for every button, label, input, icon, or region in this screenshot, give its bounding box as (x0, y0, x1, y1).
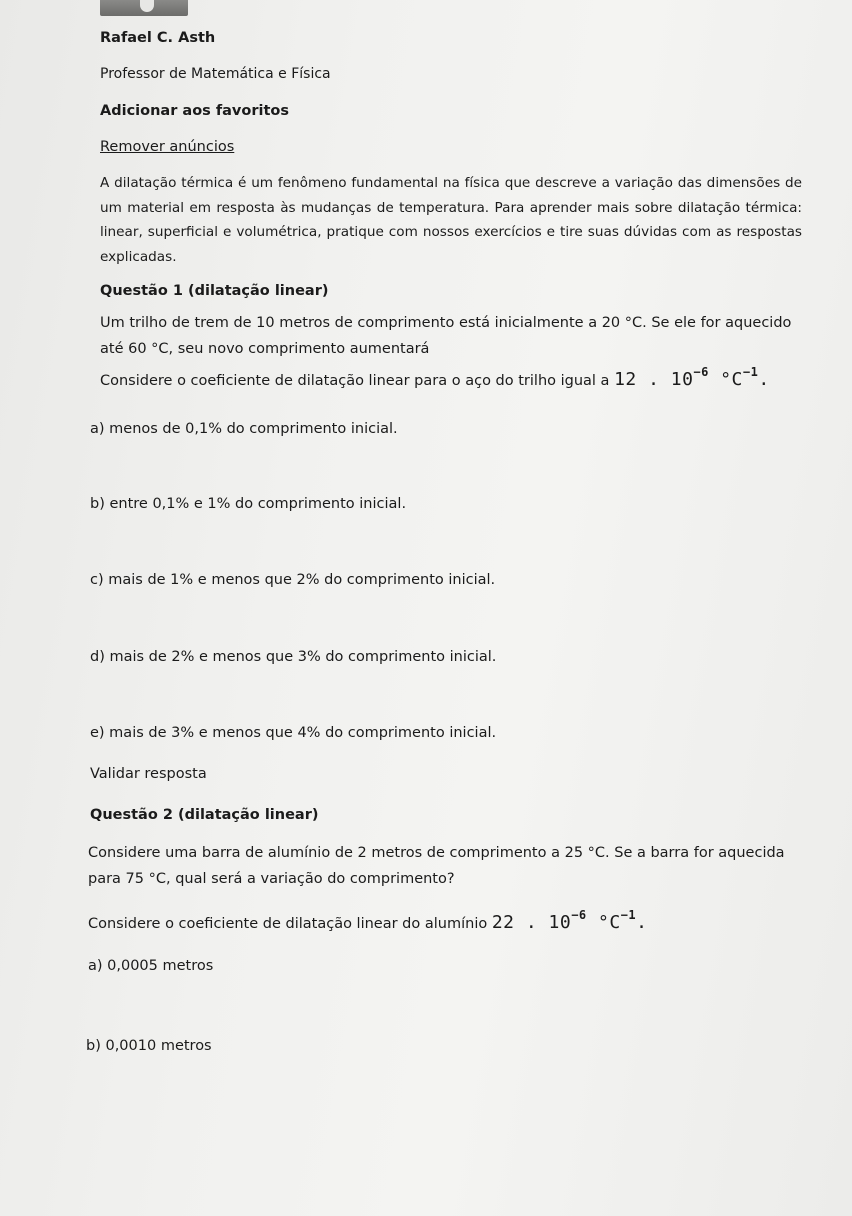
question-1-option-e[interactable]: e) mais de 3% e menos que 4% do comprimento inicial. (90, 725, 497, 741)
validate-answer-button[interactable]: Validar resposta (90, 766, 207, 782)
question-1-text-line2: até 60 °C, seu novo comprimento aumentará (100, 341, 430, 357)
question-1-option-a[interactable]: a) menos de 0,1% do comprimento inicial. (90, 421, 398, 437)
question-2-text-line1: Considere uma barra de alumínio de 2 metros de comprimento a 25 °C. Se a barra for aquecida (88, 845, 785, 861)
question-2-title: Questão 2 (dilatação linear) (90, 807, 319, 823)
add-favorites-button[interactable]: Adicionar aos favoritos (100, 103, 289, 119)
question-1-option-d[interactable]: d) mais de 2% e menos que 3% do comprimento inicial. (90, 649, 497, 665)
question-1-option-b[interactable]: b) entre 0,1% e 1% do comprimento inicial. (90, 496, 407, 512)
question-1-option-c[interactable]: c) mais de 1% e menos que 2% do comprimento inicial. (90, 572, 496, 588)
author-name[interactable]: Rafael C. Asth (100, 30, 216, 46)
author-role: Professor de Matemática e Física (100, 66, 331, 82)
author-avatar (100, 0, 188, 16)
question-1-title: Questão 1 (dilatação linear) (100, 283, 329, 299)
question-2-coefficient-text: Considere o coeficiente de dilatação linear do alumínio (88, 916, 488, 932)
question-1-coefficient (100, 367, 770, 390)
question-2-coefficient (88, 910, 647, 933)
question-2-coefficient-formula: 22 . $10^{-6}$ $^\circ C^{-1}$. (491, 908, 648, 933)
question-2-option-b[interactable]: b) 0,0010 metros (86, 1038, 212, 1054)
question-1-text-line1: Um trilho de trem de 10 metros de comprimento está inicialmente a 20 °C. Se ele for aquecido (100, 315, 792, 331)
question-1-coefficient-text: Considere o coeficiente de dilatação linear para o aço do trilho igual a (100, 373, 610, 389)
remove-ads-link[interactable]: Remover anúncios (100, 139, 235, 155)
question-2-option-a[interactable]: a) 0,0005 metros (88, 958, 214, 974)
question-2-text-line2: para 75 °C, qual será a variação do comprimento? (88, 871, 455, 887)
intro-paragraph: A dilatação térmica é um fenômeno fundamental na física que descreve a variação das dimensões de um material em resposta às mudanças de temperatura. Para aprender mais sobre dilatação térmica: linear, superficial e volumétrica, pratique com nossos exercícios e tire suas dúvidas com as respostas explicadas. (100, 175, 802, 265)
question-1-coefficient-formula: 12 . $10^{-6}$ $^\circ C^{-1}$. (614, 365, 770, 390)
